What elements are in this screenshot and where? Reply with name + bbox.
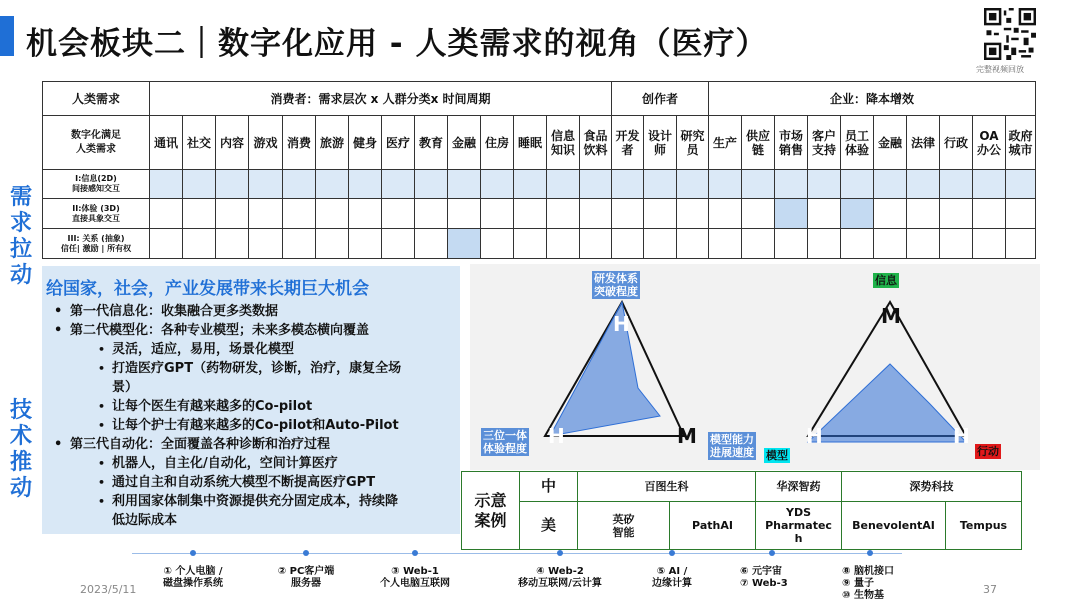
timeline-line-text: ⑦ Web-3 bbox=[740, 578, 788, 589]
case-us-3: YDS Pharmatec h bbox=[756, 502, 842, 550]
matrix-cell bbox=[1006, 170, 1036, 199]
matrix-cell bbox=[547, 229, 580, 259]
matrix-cell bbox=[907, 170, 940, 199]
matrix-cell bbox=[677, 229, 709, 259]
page-title: 机会板块二｜数字化应用 - 人类需求的视角（医疗） bbox=[26, 26, 768, 62]
matrix-cell bbox=[283, 199, 316, 229]
consumer-col-header: 医疗 bbox=[382, 116, 415, 170]
timeline-line-text: ⑤ AI / bbox=[656, 566, 688, 577]
matrix-cell bbox=[709, 229, 742, 259]
matrix-cell bbox=[808, 229, 841, 259]
case-us-2: PathAI bbox=[670, 502, 756, 550]
timeline-dot bbox=[190, 550, 196, 556]
matrix-cell bbox=[580, 170, 612, 199]
callout-bullet: • 机器人，自主化/自动化，空间计算医疗 bbox=[112, 455, 338, 472]
matrix-row-label: II:体验 (3D) 直接具象交互 bbox=[43, 199, 150, 229]
matrix-cell bbox=[150, 199, 183, 229]
matrix-row-label: I:信息(2D) 间接感知交互 bbox=[43, 170, 150, 199]
right-bottom-left-letter: H bbox=[806, 424, 823, 448]
callout-bullet: 低边际成本 bbox=[112, 513, 178, 528]
consumer-col-header: 内容 bbox=[216, 116, 249, 170]
timeline-line-text: ⑨ 量子 bbox=[842, 578, 874, 589]
matrix-cell bbox=[907, 229, 940, 259]
matrix-cell bbox=[841, 199, 874, 229]
timeline-line-text: ⑥ 元宇宙 bbox=[740, 566, 782, 577]
left-top-letter: H bbox=[613, 312, 630, 336]
matrix-cell bbox=[775, 229, 808, 259]
timeline-label bbox=[512, 566, 608, 590]
callout-bullet: • 通过自主和自动系统大模型不断提高医疗GPT bbox=[112, 474, 375, 491]
enterprise-col-header: 金融 bbox=[874, 116, 907, 170]
matrix-cell bbox=[448, 199, 481, 229]
callout-bullet: • 让每个护士有越来越多的Co-pilot和Auto-Pilot bbox=[112, 417, 399, 434]
consumer-col-header: 游戏 bbox=[249, 116, 283, 170]
timeline-label bbox=[842, 566, 922, 602]
case-us-4: BenevolentAI bbox=[842, 502, 946, 550]
timeline-line-text: 边缘计算 bbox=[652, 578, 692, 589]
matrix-cell bbox=[415, 229, 448, 259]
footer-date: 2023/5/11 bbox=[80, 583, 137, 596]
timeline-dot bbox=[769, 550, 775, 556]
timeline-label bbox=[367, 566, 463, 590]
matrix-cell bbox=[940, 229, 973, 259]
matrix-cell bbox=[183, 199, 216, 229]
matrix-cell bbox=[808, 199, 841, 229]
tech-push-label: 技术推动 bbox=[9, 398, 32, 501]
title-accent-bar bbox=[0, 16, 14, 56]
matrix-cell bbox=[514, 229, 547, 259]
matrix-cell bbox=[150, 170, 183, 199]
callout-bullet: • 第一代信息化：收集融合更多类数据 bbox=[70, 303, 278, 320]
matrix-cell bbox=[644, 170, 677, 199]
left-radar-area bbox=[550, 302, 660, 436]
case-cn-3: 深势科技 bbox=[842, 472, 1022, 502]
row-us: 美 bbox=[520, 502, 578, 550]
matrix-cell bbox=[874, 199, 907, 229]
timeline-dot bbox=[669, 550, 675, 556]
matrix-cell bbox=[382, 199, 415, 229]
experience-label: 三位一体 体验程度 bbox=[483, 429, 527, 455]
matrix-cell bbox=[547, 199, 580, 229]
matrix-cell bbox=[283, 229, 316, 259]
matrix-cell bbox=[150, 229, 183, 259]
timeline-dot bbox=[412, 550, 418, 556]
rd-breakthrough-label: 研发体系 突破程度 bbox=[594, 272, 638, 298]
matrix-cell bbox=[677, 170, 709, 199]
matrix-cell bbox=[709, 170, 742, 199]
matrix-cell bbox=[874, 170, 907, 199]
callout-bullet: • 第二代模型化：各种专业模型；未来多模态横向覆盖 bbox=[70, 322, 369, 339]
callout-bullet: 景） bbox=[112, 380, 139, 395]
matrix-cell bbox=[580, 199, 612, 229]
model-tag: 模型 bbox=[766, 449, 788, 462]
enterprise-col-header: 政府 城市 bbox=[1006, 116, 1036, 170]
model-speed-label: 模型能力 进展速度 bbox=[710, 433, 754, 459]
enterprise-col-header: 供应 链 bbox=[742, 116, 775, 170]
matrix-cell bbox=[709, 199, 742, 229]
matrix-cell bbox=[907, 199, 940, 229]
enterprise-col-header: OA 办公 bbox=[973, 116, 1006, 170]
matrix-cell bbox=[973, 199, 1006, 229]
consumer-col-header: 睡眠 bbox=[514, 116, 547, 170]
matrix-cell bbox=[481, 229, 514, 259]
matrix-cell bbox=[841, 229, 874, 259]
matrix-cell bbox=[183, 229, 216, 259]
matrix-row-label: III: 关系 (抽象) 信任| 激励 | 所有权 bbox=[43, 229, 150, 259]
enterprise-col-header: 行政 bbox=[940, 116, 973, 170]
timeline-label bbox=[624, 566, 720, 590]
matrix-cell bbox=[775, 199, 808, 229]
timeline-dot bbox=[557, 550, 563, 556]
creator-col-header: 设计 师 bbox=[644, 116, 677, 170]
consumer-col-header: 消费 bbox=[283, 116, 316, 170]
matrix-cell bbox=[316, 170, 349, 199]
page-number: 37 bbox=[983, 583, 997, 596]
case-us-1: 英矽 智能 bbox=[578, 502, 670, 550]
matrix-cell bbox=[973, 170, 1006, 199]
right-bottom-right-letter: H bbox=[953, 424, 970, 448]
timeline-dot bbox=[303, 550, 309, 556]
matrix-cell bbox=[249, 229, 283, 259]
matrix-cell bbox=[183, 170, 216, 199]
matrix-cell bbox=[808, 170, 841, 199]
right-top-letter: M bbox=[881, 304, 901, 328]
matrix-cell bbox=[349, 199, 382, 229]
consumer-col-header: 社交 bbox=[183, 116, 216, 170]
right-radar-area bbox=[808, 364, 966, 442]
matrix-cell bbox=[677, 199, 709, 229]
matrix-cell bbox=[940, 199, 973, 229]
matrix-cell bbox=[1006, 229, 1036, 259]
matrix-cell bbox=[216, 199, 249, 229]
creator-col-header: 研究 员 bbox=[677, 116, 709, 170]
matrix-cell bbox=[382, 229, 415, 259]
case-cn-2: 华深智药 bbox=[756, 472, 842, 502]
timeline-line-text: 服务器 bbox=[291, 578, 321, 589]
matrix-cell bbox=[1006, 199, 1036, 229]
matrix-cell bbox=[481, 170, 514, 199]
matrix-cell bbox=[283, 170, 316, 199]
matrix-cell bbox=[514, 170, 547, 199]
timeline-line-text: ① 个人电脑 / bbox=[163, 566, 223, 577]
matrix-cell bbox=[841, 170, 874, 199]
matrix-cell bbox=[216, 229, 249, 259]
matrix-cell bbox=[742, 229, 775, 259]
matrix-cell bbox=[612, 229, 644, 259]
timeline-line-text: 磁盘操作系统 bbox=[163, 578, 223, 589]
matrix-cell bbox=[612, 170, 644, 199]
qr-code-icon[interactable] bbox=[984, 8, 1036, 60]
timeline-line bbox=[132, 553, 902, 554]
enterprise-col-header: 生产 bbox=[709, 116, 742, 170]
enterprise-col-header: 市场 销售 bbox=[775, 116, 808, 170]
matrix-cell bbox=[448, 229, 481, 259]
case-table bbox=[461, 471, 1022, 550]
case-us-5: Tempus bbox=[946, 502, 1022, 550]
matrix-corner: 人类需求 bbox=[43, 82, 150, 116]
creator-col-header: 开发 者 bbox=[612, 116, 644, 170]
matrix-cell bbox=[874, 229, 907, 259]
matrix-cell bbox=[612, 199, 644, 229]
enterprise-col-header: 客户 支持 bbox=[808, 116, 841, 170]
timeline-dot bbox=[867, 550, 873, 556]
left-bottom-right-letter: M bbox=[677, 424, 697, 448]
matrix-cell bbox=[415, 199, 448, 229]
consumer-col-header: 信息 知识 bbox=[547, 116, 580, 170]
matrix-cell bbox=[580, 229, 612, 259]
timeline-line-text: ④ Web-2 bbox=[536, 566, 584, 577]
matrix-cell bbox=[775, 170, 808, 199]
timeline-line-text: ③ Web-1 bbox=[391, 566, 439, 577]
creator-header: 创作者 bbox=[612, 82, 709, 116]
enterprise-col-header: 员工 体验 bbox=[841, 116, 874, 170]
matrix-cell bbox=[644, 199, 677, 229]
matrix-cell bbox=[249, 170, 283, 199]
matrix-cell bbox=[349, 229, 382, 259]
matrix-cell bbox=[644, 229, 677, 259]
matrix-subcorner: 数字化满足 人类需求 bbox=[43, 116, 150, 170]
matrix-cell bbox=[415, 170, 448, 199]
row-china: 中 bbox=[520, 472, 578, 502]
case-header: 示意 案例 bbox=[462, 472, 520, 550]
timeline-line-text: 个人电脑互联网 bbox=[380, 578, 450, 589]
matrix-cell bbox=[547, 170, 580, 199]
matrix-cell bbox=[349, 170, 382, 199]
consumer-col-header: 教育 bbox=[415, 116, 448, 170]
timeline-line-text: ⑧ 脑机接口 bbox=[842, 566, 894, 577]
consumer-col-header: 健身 bbox=[349, 116, 382, 170]
matrix-cell bbox=[973, 229, 1006, 259]
matrix-cell bbox=[742, 170, 775, 199]
timeline-label bbox=[740, 566, 820, 590]
consumer-col-header: 住房 bbox=[481, 116, 514, 170]
left-bottom-left-letter: H bbox=[548, 424, 565, 448]
need-pull-label: 需求拉动 bbox=[9, 185, 32, 288]
matrix-cell bbox=[940, 170, 973, 199]
callout-bullet: • 打造医疗GPT（药物研发，诊断，治疗，康复全场 bbox=[112, 360, 401, 377]
matrix-cell bbox=[382, 170, 415, 199]
timeline-line-text: ⑩ 生物基 bbox=[842, 590, 884, 601]
matrix-cell bbox=[481, 199, 514, 229]
matrix-cell bbox=[249, 199, 283, 229]
callout-bullet: • 利用国家体制集中资源提供充分固定成本，持续降 bbox=[112, 493, 398, 510]
matrix-cell bbox=[448, 170, 481, 199]
timeline-label bbox=[145, 566, 241, 590]
callout-bullet: • 让每个医生有越来越多的Co-pilot bbox=[112, 398, 312, 415]
matrix-cell bbox=[514, 199, 547, 229]
consumer-col-header: 旅游 bbox=[316, 116, 349, 170]
consumer-col-header: 通讯 bbox=[150, 116, 183, 170]
enterprise-col-header: 法律 bbox=[907, 116, 940, 170]
info-tag: 信息 bbox=[875, 274, 897, 287]
consumer-header: 消费者：需求层次 x 人群分类x 时间周期 bbox=[150, 82, 612, 116]
callout-bullet: • 第三代自动化：全面覆盖各种诊断和治疗过程 bbox=[70, 436, 330, 453]
matrix-cell bbox=[742, 199, 775, 229]
consumer-col-header: 食品 饮料 bbox=[580, 116, 612, 170]
demand-matrix bbox=[42, 81, 1036, 259]
consumer-col-header: 金融 bbox=[448, 116, 481, 170]
matrix-cell bbox=[316, 199, 349, 229]
matrix-cell bbox=[216, 170, 249, 199]
enterprise-header: 企业：降本增效 bbox=[709, 82, 1036, 116]
qr-caption: 完整视频回放 bbox=[976, 65, 1024, 74]
timeline-line-text: ② PC客户端 bbox=[277, 566, 335, 577]
timeline-label bbox=[258, 566, 354, 590]
matrix-cell bbox=[316, 229, 349, 259]
case-cn-1: 百图生科 bbox=[578, 472, 756, 502]
callout-bullet: • 灵活，适应，易用，场景化模型 bbox=[112, 341, 294, 358]
callout-title: 给国家，社会，产业发展带来长期巨大机会 bbox=[46, 279, 369, 299]
action-tag: 行动 bbox=[977, 445, 999, 458]
timeline-line-text: 移动互联网/云计算 bbox=[518, 578, 602, 589]
